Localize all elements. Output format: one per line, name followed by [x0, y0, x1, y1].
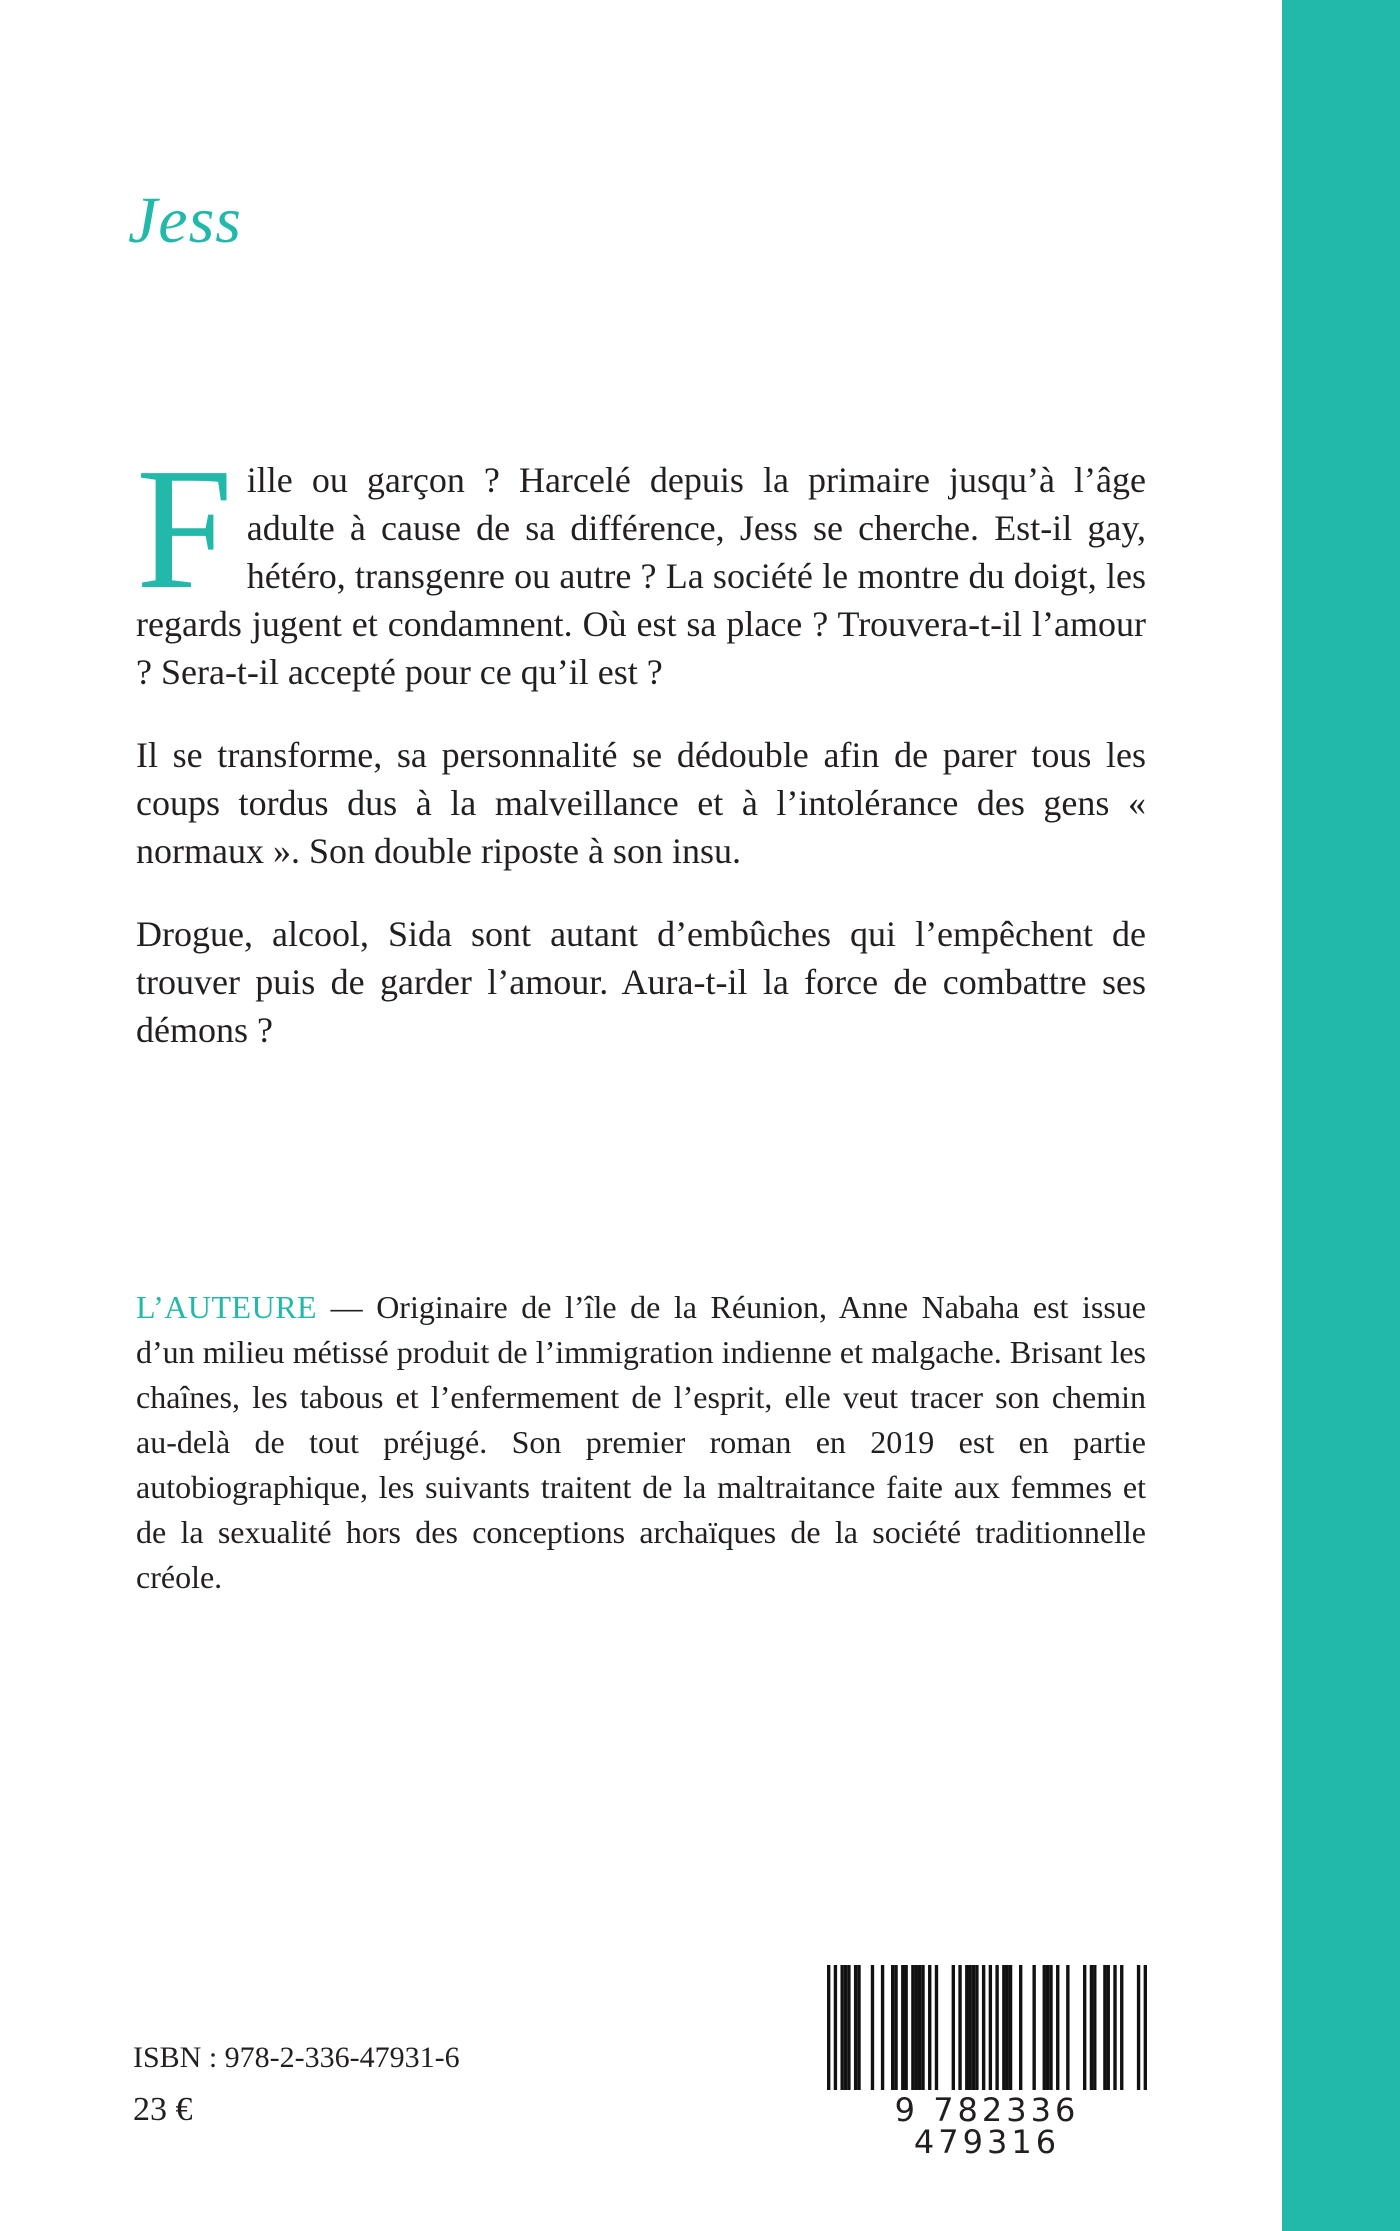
- book-title: Jess: [128, 184, 242, 257]
- barcode-bar: [1049, 1965, 1052, 2090]
- barcode-bar: [1103, 1965, 1106, 2090]
- barcode-number: 9 782336 479316: [822, 2094, 1152, 2158]
- teal-spine-band: [1282, 0, 1400, 2231]
- barcode-bar: [915, 1965, 918, 2090]
- barcode-bar: [1144, 1965, 1147, 2090]
- back-cover-blurb: [136, 432, 1146, 1089]
- barcode-bar: [1009, 1965, 1012, 2090]
- author-label: L’AUTEURE: [136, 1289, 318, 1325]
- barcode-bar: [918, 1965, 921, 2090]
- barcode-bar: [911, 1965, 914, 2090]
- barcode-bar: [1019, 1965, 1022, 2090]
- barcode-bar: [1032, 1965, 1035, 2090]
- barcode-bar: [1056, 1965, 1059, 2090]
- barcode-bar: [871, 1965, 874, 2090]
- barcode-bar: [834, 1965, 837, 2090]
- barcode-bar: [904, 1965, 907, 2090]
- barcode-bar: [965, 1965, 968, 2090]
- barcode-bar: [1113, 1965, 1116, 2090]
- barcode-bar: [901, 1965, 904, 2090]
- barcode-bar: [847, 1965, 850, 2090]
- drop-cap: F: [136, 432, 233, 625]
- barcode-bar: [928, 1965, 931, 2090]
- barcode-bar: [952, 1965, 955, 2090]
- barcode-bar: [1120, 1965, 1123, 2090]
- barcode-bar: [844, 1965, 847, 2090]
- barcode-bar: [1006, 1965, 1009, 2090]
- barcode-bar: [1066, 1965, 1069, 2090]
- barcode-bar: [1090, 1965, 1093, 2090]
- barcode-bar: [1137, 1965, 1140, 2090]
- barcode-bar: [1083, 1965, 1086, 2090]
- barcode-bar: [891, 1965, 894, 2090]
- author-bio: [136, 1285, 1146, 1600]
- barcode-bar: [857, 1965, 860, 2090]
- barcode-bar: [854, 1965, 857, 2090]
- blurb-paragraph-text: ille ou garçon ? Harcelé depuis la primaire jusqu’à l’âge adulte à cause de sa différence, Jess se cherche. Est-il gay, hétéro, transgenre ou autre ? La société le montre du doigt, les regards jugent et condamnent. Où est sa place ? Trouvera-t-il l’amour ? Sera-t-il accepté pour ce qu’il est ?: [136, 460, 1146, 692]
- blurb-paragraph: Il se transforme, sa personnalité se dédouble afin de parer tous les coups tordus dus à la malveillance et à l’intolérance des gens « normaux ». Son double riposte à son insu.: [136, 735, 1146, 871]
- barcode-bar: [995, 1965, 998, 2090]
- barcode-bar: [840, 1965, 843, 2090]
- barcode-bar: [881, 1965, 884, 2090]
- barcode-bar: [972, 1965, 975, 2090]
- barcode-bar: [935, 1965, 938, 2090]
- barcode-bar: [1043, 1965, 1046, 2090]
- barcode-bar: [1093, 1965, 1096, 2090]
- barcode-bar: [975, 1965, 978, 2090]
- barcode-bar: [921, 1965, 924, 2090]
- blurb-paragraph: Drogue, alcool, Sida sont autant d’embûches qui l’empêchent de trouver puis de garder l’amour. Aura-t-il la force de combattre ses démons ?: [136, 914, 1146, 1050]
- barcode-bar: [989, 1965, 992, 2090]
- barcode-bar: [982, 1965, 985, 2090]
- barcode-bar: [894, 1965, 897, 2090]
- isbn: ISBN : 978-2-336-47931-6: [133, 2041, 460, 2074]
- barcode-bar: [1002, 1965, 1005, 2090]
- barcode-bars-icon: [822, 1965, 1152, 2090]
- barcode-bar: [827, 1965, 830, 2090]
- barcode-bar: [1107, 1965, 1110, 2090]
- author-bio-text: — Originaire de l’île de la Réunion, Anne Nabaha est issue d’un milieu métissé produit de l’immigration indienne et malgache. Brisant les chaînes, les tabous et l’enfermement de l’esprit, elle veut tracer son chemin au-delà de tout préjugé. Son premier roman en 2019 est en partie autobiographique, les suivants traitent de la maltraitance faite aux femmes et de la sexualité hors des conceptions archaïques de la société traditionnelle créole.: [136, 1289, 1146, 1595]
- blurb-paragraph: [136, 432, 1146, 696]
- price: 23 €: [133, 2091, 193, 2128]
- barcode-bar: [968, 1965, 971, 2090]
- barcode-bar: [958, 1965, 961, 2090]
- barcode-bar: [1046, 1965, 1049, 2090]
